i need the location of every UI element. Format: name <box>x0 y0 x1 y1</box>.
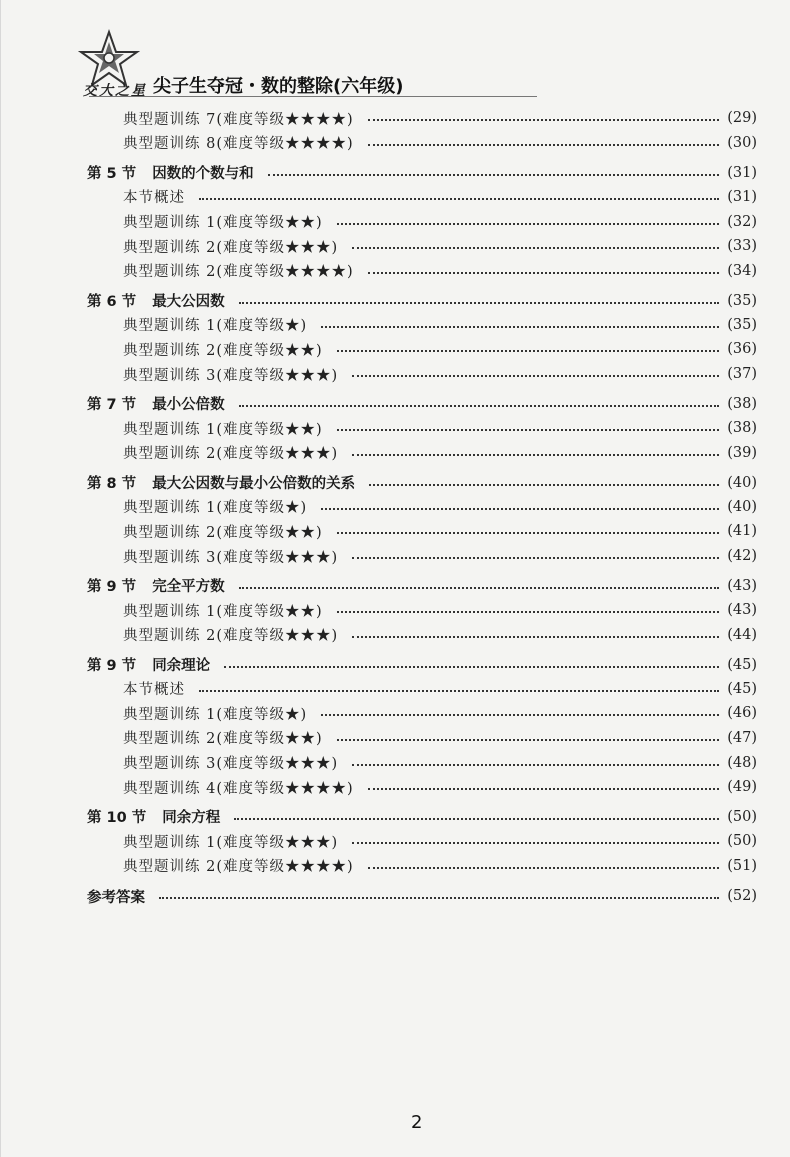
page-ref: (35) <box>727 292 757 309</box>
toc-section-row <box>87 471 757 495</box>
toc-item-row <box>87 598 757 623</box>
dot-leader <box>337 532 720 534</box>
dot-leader <box>368 144 720 146</box>
page-ref: (45) <box>727 656 757 673</box>
page-ref: (47) <box>727 729 757 746</box>
page-ref: (43) <box>727 602 757 619</box>
page-ref: (31) <box>727 164 757 181</box>
page-ref: (52) <box>727 888 757 905</box>
dot-leader <box>368 788 720 790</box>
item-label: 典型题训练 3(难度等级★★★) <box>123 756 339 773</box>
page-ref: (46) <box>727 705 757 722</box>
dot-leader <box>369 484 719 486</box>
page-ref: (33) <box>727 238 757 255</box>
item-label: 典型题训练 2(难度等级★★) <box>123 342 323 359</box>
dot-leader <box>224 666 719 668</box>
dot-leader <box>352 636 719 638</box>
dot-leader <box>337 223 720 225</box>
page-ref: (41) <box>727 523 757 540</box>
page-ref: (44) <box>727 626 757 643</box>
section-label <box>87 393 225 414</box>
page-ref: (34) <box>727 262 757 279</box>
section-number: 第 8 节 <box>87 476 137 493</box>
section-title: 最大公因数 <box>152 294 225 311</box>
toc-item-row <box>87 519 757 544</box>
section-title: 最小公倍数 <box>152 397 225 414</box>
toc-item-row <box>87 829 757 854</box>
section-label <box>87 575 225 596</box>
page-number: 2 <box>411 1112 423 1133</box>
item-label: 典型题训练 1(难度等级★★) <box>123 421 323 438</box>
dot-leader <box>321 508 719 510</box>
section-number: 第 6 节 <box>87 294 137 311</box>
toc-answers-row <box>87 884 757 908</box>
page-ref: (29) <box>727 110 757 127</box>
page-ref: (32) <box>727 213 757 230</box>
section-number: 第 9 节 <box>87 658 137 674</box>
item-label: 本节概述 <box>123 682 185 699</box>
toc-item-row <box>87 677 757 702</box>
dot-leader <box>159 897 719 899</box>
page-ref: (45) <box>727 680 757 697</box>
toc-section-row <box>87 574 757 598</box>
toc-item-row <box>87 362 757 387</box>
item-label: 典型题训练 3(难度等级★★★) <box>123 549 339 566</box>
toc-section-row <box>87 392 757 416</box>
section-number: 第 5 节 <box>87 166 137 183</box>
item-label: 典型题训练 2(难度等级★★★★) <box>123 859 354 876</box>
dot-leader <box>321 326 719 328</box>
toc-item-row <box>87 131 757 156</box>
section-title: 最大公因数与最小公倍数的关系 <box>152 476 356 493</box>
page-ref: (39) <box>727 444 757 461</box>
item-label: 典型题训练 1(难度等级★) <box>123 318 308 335</box>
dot-leader <box>239 587 720 589</box>
section-number: 第 10 节 <box>87 810 147 827</box>
page-ref: (48) <box>727 754 757 771</box>
item-label: 典型题训练 2(难度等级★★★) <box>123 239 339 256</box>
page-ref: (40) <box>727 474 757 491</box>
item-label: 本节概述 <box>123 190 185 207</box>
toc-item-row <box>87 622 757 647</box>
page-ref: (36) <box>727 341 757 358</box>
item-label: 典型题训练 8(难度等级★★★★) <box>123 136 354 153</box>
toc-item-row <box>87 775 757 800</box>
section-label <box>87 162 254 183</box>
toc-item-row <box>87 185 757 210</box>
item-label: 典型题训练 3(难度等级★★★) <box>123 367 339 384</box>
book-title: 尖子生夺冠・数的整除(六年级) <box>153 76 404 97</box>
section-label <box>87 806 220 827</box>
item-label: 典型题训练 2(难度等级★★) <box>123 524 323 541</box>
toc-section-row <box>87 653 757 677</box>
table-of-contents <box>87 106 757 908</box>
page-ref: (49) <box>727 779 757 796</box>
section-title: 因数的个数与和 <box>152 166 254 183</box>
section-number: 第 7 节 <box>87 397 137 414</box>
toc-item-row <box>87 440 757 465</box>
item-label: 典型题训练 7(难度等级★★★★) <box>123 111 354 128</box>
answers-title: 参考答案 <box>87 889 145 906</box>
page-ref: (51) <box>727 857 757 874</box>
page-ref: (31) <box>727 188 757 205</box>
toc-item-row <box>87 258 757 283</box>
toc-item-row <box>87 313 757 338</box>
section-label <box>87 290 225 311</box>
page-header <box>67 24 539 99</box>
item-label: 典型题训练 2(难度等级★★★) <box>123 446 339 463</box>
dot-leader <box>352 557 719 559</box>
toc-item-row <box>87 495 757 520</box>
toc-item-row <box>87 106 757 131</box>
item-label: 典型题训练 2(难度等级★★) <box>123 731 323 748</box>
toc-item-row <box>87 750 757 775</box>
dot-leader <box>239 405 720 407</box>
toc-item-row <box>87 726 757 751</box>
dot-leader <box>368 119 720 121</box>
item-label: 典型题训练 1(难度等级★★★) <box>123 834 339 851</box>
toc-item-row <box>87 416 757 441</box>
toc-item-row <box>87 544 757 569</box>
dot-leader <box>234 818 719 820</box>
item-label: 典型题训练 4(难度等级★★★★) <box>123 780 354 797</box>
header-divider <box>89 96 537 97</box>
item-label: 典型题训练 1(难度等级★★) <box>123 215 323 232</box>
dot-leader <box>368 867 720 869</box>
page-ref: (42) <box>727 548 757 565</box>
dot-leader <box>337 429 720 431</box>
item-label: 典型题训练 1(难度等级★) <box>123 500 308 517</box>
dot-leader <box>337 350 720 352</box>
page-ref: (30) <box>727 134 757 151</box>
item-label: 典型题训练 1(难度等级★) <box>123 706 308 723</box>
item-label: 典型题训练 2(难度等级★★★) <box>123 628 339 645</box>
dot-leader <box>337 739 720 741</box>
page-ref: (35) <box>727 316 757 333</box>
dot-leader <box>239 302 720 304</box>
toc-section-row <box>87 161 757 185</box>
dot-leader <box>352 375 719 377</box>
page-ref: (43) <box>727 577 757 594</box>
dot-leader <box>352 764 719 766</box>
dot-leader <box>352 454 719 456</box>
toc-section-row <box>87 289 757 313</box>
dot-leader <box>368 272 720 274</box>
toc-item-row <box>87 234 757 259</box>
series-name: 交大之星 <box>83 83 147 99</box>
dot-leader <box>199 198 719 200</box>
page-ref: (38) <box>727 420 757 437</box>
page-ref: (50) <box>727 833 757 850</box>
toc-item-row <box>87 337 757 362</box>
section-title: 完全平方数 <box>152 579 225 596</box>
page-ref: (50) <box>727 808 757 825</box>
dot-leader <box>321 714 719 716</box>
page-ref: (37) <box>727 366 757 383</box>
toc-section-row <box>87 805 757 829</box>
item-label: 典型题训练 1(难度等级★★) <box>123 603 323 620</box>
dot-leader <box>352 247 719 249</box>
toc-item-row <box>87 854 757 879</box>
dot-leader <box>199 690 719 692</box>
page-ref: (38) <box>727 395 757 412</box>
section-label <box>87 654 210 675</box>
section-label <box>87 472 355 493</box>
section-title: 同余方程 <box>162 810 221 827</box>
toc-item-row <box>87 209 757 234</box>
page-ref: (40) <box>727 498 757 515</box>
section-number: 第 9 节 <box>87 579 137 596</box>
toc-item-row <box>87 701 757 726</box>
dot-leader <box>352 842 719 844</box>
item-label: 典型题训练 2(难度等级★★★★) <box>123 264 354 281</box>
dot-leader <box>268 174 720 176</box>
dot-leader <box>337 611 720 613</box>
section-title: 同余理论 <box>152 658 211 674</box>
